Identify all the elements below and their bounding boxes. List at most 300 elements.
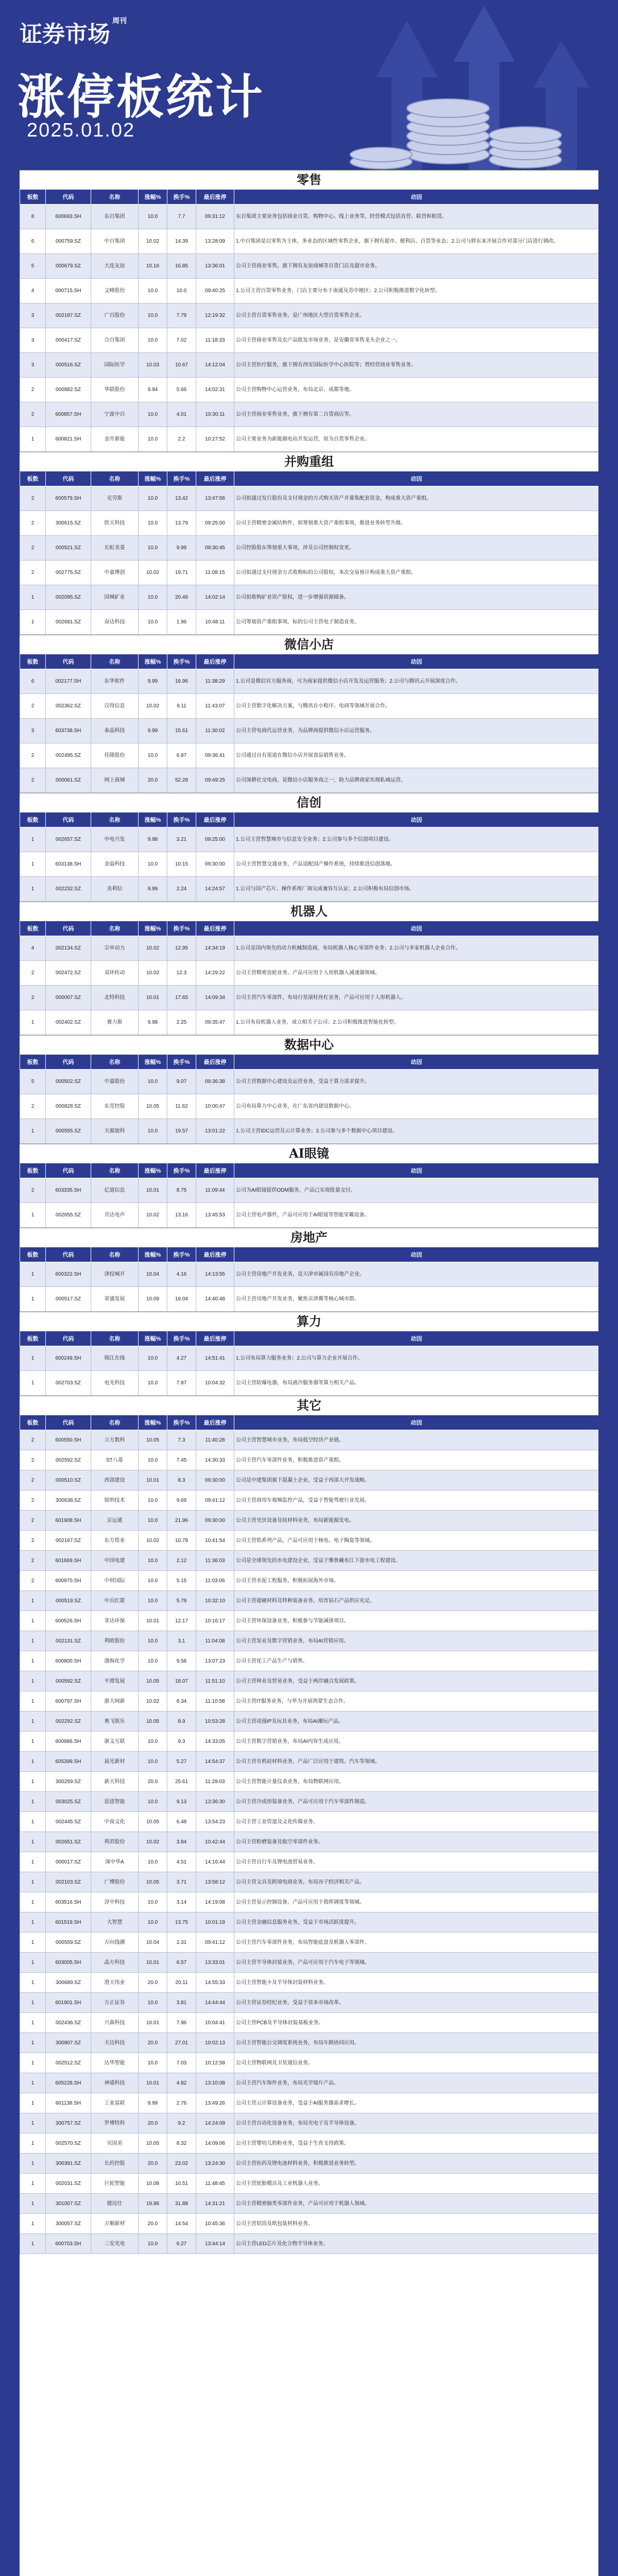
stock-name: 长药控股 [91,2154,139,2174]
stock-code: 002095.SZ [46,585,91,610]
reason-text: 公司主营锆系列产品，产品可应用于核电、电子陶瓷等领域。 [234,1531,599,1551]
column-header: 动因 [234,471,599,486]
stock-name: 网上商城 [91,768,139,793]
turnover-pct: 7.96 [167,2013,196,2033]
stock-name: 金溢科技 [91,852,139,877]
change-pct: 20.0 [139,2113,167,2133]
stock-code: 601519.SH [46,1912,91,1933]
reason-text: 公司主营商用车视频监控产品，受益于智能驾驶行业发展。 [234,1490,599,1511]
table-row [20,1732,599,1752]
change-pct: 10.02 [139,694,167,719]
stock-name: 双环传动 [91,961,139,986]
reason-text: 公司主营商业零售，旗下拥有友谊商城等百货门店及超市业务。 [234,254,599,279]
table-row [20,1752,599,1772]
column-header: 涨幅% [139,921,167,936]
change-pct: 20.0 [139,1772,167,1792]
table-row [20,1691,599,1711]
change-pct: 10.08 [139,2174,167,2194]
stock-code: 000555.SZ [46,1119,91,1144]
reason-text: 公司主营数字营销业务，布局AI内容生成应用。 [234,1732,599,1752]
reason-text: 公司主营粉磨装备及航空零部件业务。 [234,1832,599,1852]
column-header: 最后涨停 [196,1415,234,1430]
column-header: 代码 [46,190,91,205]
board-count: 2 [20,768,46,793]
stock-name: 东方锆业 [91,1531,139,1551]
stock-name: 锦江在线 [91,1346,139,1371]
table-row [20,986,599,1010]
stock-name: 北特科技 [91,986,139,1010]
board-count: 8 [20,205,46,229]
column-header: 板数 [20,1415,46,1430]
stock-name: 中嘉博创 [91,561,139,585]
change-pct: 19.96 [139,2194,167,2214]
change-pct: 10.0 [139,1732,167,1752]
board-count: 1 [20,1852,46,1872]
change-pct: 10.02 [139,936,167,961]
board-count: 4 [20,936,46,961]
turnover-pct: 5.66 [167,378,196,402]
stock-name: 罗博特科 [91,2113,139,2133]
stock-code: 000007.SZ [46,986,91,1010]
table-row [20,1531,599,1551]
last-limit-up-time: 09:36:41 [196,743,234,768]
turnover-pct: 6.48 [167,1812,196,1832]
column-header: 动因 [234,654,599,669]
table-row [20,1511,599,1531]
reason-text: 东百集团主要业务包括商业百货、购物中心、线上业务等，经营模式包括直营、联营和租赁。 [234,205,599,229]
column-header: 最后涨停 [196,1247,234,1262]
reason-text: 1.公司布局机器人业务，成立相关子公司；2.公司积极推进智能化转型。 [234,1010,599,1035]
table-row [20,1450,599,1470]
reason-text: 公司主营半导体封装业务，产品可应用于汽车电子等领域。 [234,1953,599,1973]
board-count: 3 [20,328,46,353]
last-limit-up-time: 09:30:00 [196,852,234,877]
last-limit-up-time: 11:10:58 [196,1691,234,1711]
column-header: 动因 [234,1247,599,1262]
stock-name: 利君股份 [91,1832,139,1852]
stock-name: 德迈仕 [91,2194,139,2214]
column-header: 代码 [46,921,91,936]
board-count: 2 [20,1430,46,1450]
page-title: 涨停板统计 [18,70,265,125]
column-header: 涨幅% [139,190,167,205]
stock-name: 国际医学 [91,353,139,378]
stock-code: 002472.SZ [46,961,91,986]
stock-code: 002131.SZ [46,1631,91,1651]
last-limit-up-time: 13:44:14 [196,2234,234,2254]
board-count: 2 [20,1470,46,1490]
change-pct: 20.0 [139,2214,167,2234]
change-pct: 10.02 [139,1691,167,1711]
reason-text: 公司拟收购矿业资产股权，进一步增强资源储备。 [234,585,599,610]
board-count: 1 [20,1611,46,1631]
table-row [20,229,599,254]
stock-name: 澄天伟业 [91,1973,139,1993]
stock-code: 300689.SZ [46,1973,91,1993]
stock-code: 300615.SZ [46,511,91,536]
column-header: 最后涨停 [196,1055,234,1070]
stock-code: 000679.SZ [46,254,91,279]
change-pct: 10.0 [139,205,167,229]
last-limit-up-time: 13:45:53 [196,1203,234,1228]
last-limit-up-time: 10:32:10 [196,1591,234,1611]
stock-code: 000882.SZ [46,378,91,402]
stock-name: 奋达科技 [91,610,139,635]
change-pct: 10.05 [139,1711,167,1732]
last-limit-up-time: 11:43:07 [196,694,234,719]
stock-name: ST八菱 [91,1450,139,1470]
stock-name: 大智慧 [91,1912,139,1933]
board-count: 1 [20,2033,46,2053]
stock-name: 荣盛发展 [91,1287,139,1312]
turnover-pct: 2.12 [167,1551,196,1571]
reason-text: 公司主营商业零售业务，旗下拥有第二百货商店等。 [234,402,599,427]
table-row [20,1571,599,1591]
stock-name: 晶方科技 [91,1953,139,1973]
reason-text: 公司主营超硬材料及特种装备业务，培育钻石产品供应充足。 [234,1591,599,1611]
stock-code: 000017.SZ [46,1852,91,1872]
stock-name: 广百股份 [91,303,139,328]
logo-text: 证券市场 [20,21,110,47]
reason-text: 公司主营汽车零部件，布局行星滚柱丝杠业务，产品可应用于人形机器人。 [234,986,599,1010]
change-pct: 10.0 [139,1551,167,1571]
turnover-pct: 13.75 [167,1912,196,1933]
last-limit-up-time: 13:36:01 [196,254,234,279]
reason-text: 公司主营电声器件，产品可应用于AI眼镜等智能穿戴设备。 [234,1203,599,1228]
last-limit-up-time: 13:10:08 [196,2073,234,2093]
turnover-pct: 7.03 [167,2053,196,2073]
reason-text: 公司筹划资产重组事项，标的公司主营电子制造业务。 [234,610,599,635]
board-count: 6 [20,669,46,694]
column-header: 最后涨停 [196,190,234,205]
stock-name: 宗申动力 [91,936,139,961]
reason-text: 公司主营精密轴类零部件业务，产品可应用于机器人领域。 [234,2194,599,2214]
section-title: 其它 [20,1396,598,1415]
last-limit-up-time: 11:03:06 [196,1571,234,1591]
reason-text: 公司主营自动化设备业务，布局光电子及半导体设备。 [234,2113,599,2133]
change-pct: 10.0 [139,1651,167,1671]
last-limit-up-time: 11:04:08 [196,1631,234,1651]
table-row [20,1178,599,1203]
column-header: 板数 [20,921,46,936]
turnover-pct: 23.02 [167,2154,196,2174]
turnover-pct: 3.21 [167,827,196,852]
turnover-pct: 8.3 [167,1470,196,1490]
reason-text: 1.公司布局算力服务业务；2.公司与算力企业开展合作。 [234,1346,599,1371]
change-pct: 10.05 [139,1094,167,1119]
change-pct: 10.0 [139,1892,167,1912]
change-pct: 9.99 [139,669,167,694]
change-pct: 10.0 [139,427,167,452]
stock-name: 深中华A [91,1852,139,1872]
board-count: 2 [20,402,46,427]
reason-text: 公司主营商业零售及农产品批发市场业务，是安徽省零售龙头企业之一。 [234,328,599,353]
reason-text: 公司主营工业管道及文化传媒业务。 [234,1812,599,1832]
change-pct: 10.0 [139,1591,167,1611]
table-row [20,1371,599,1396]
column-header: 代码 [46,1247,91,1262]
stock-name: 泰晶科技 [91,719,139,743]
last-limit-up-time: 11:38:29 [196,669,234,694]
board-count: 1 [20,1892,46,1912]
last-limit-up-time: 14:51:41 [196,1346,234,1371]
last-limit-up-time: 09:41:12 [196,1933,234,1953]
table-row [20,1119,599,1144]
stock-name: 中国电建 [91,1551,139,1571]
board-count: 2 [20,536,46,561]
table-row [20,743,599,768]
turnover-pct: 16.04 [167,1287,196,1312]
stock-code: 000828.SZ [46,1094,91,1119]
board-count: 1 [20,2234,46,2254]
column-header: 板数 [20,1055,46,1070]
stock-name: 亿道信息 [91,1178,139,1203]
last-limit-up-time: 14:13:55 [196,1262,234,1287]
last-limit-up-time: 11:36:03 [196,1551,234,1571]
turnover-pct: 2.24 [167,877,196,902]
table-row [20,511,599,536]
change-pct: 10.02 [139,1832,167,1852]
change-pct: 9.99 [139,719,167,743]
stock-name: 巨轮智能 [91,2174,139,2194]
board-count: 3 [20,353,46,378]
change-pct: 10.02 [139,229,167,254]
stock-code: 000521.SZ [46,536,91,561]
last-limit-up-time: 10:04:41 [196,2013,234,2033]
board-count: 1 [20,2174,46,2194]
logo-sub: 周刊 [112,17,127,25]
change-pct: 10.16 [139,254,167,279]
turnover-pct: 10.78 [167,1531,196,1551]
turnover-pct: 8.32 [167,2133,196,2154]
stock-name: 电光科技 [91,1371,139,1396]
column-header: 换手% [167,190,196,205]
turnover-pct: 9.3 [167,1732,196,1752]
stock-name: 中材国际 [91,1571,139,1591]
last-limit-up-time: 09:25:00 [196,511,234,536]
turnover-pct: 3.71 [167,1872,196,1892]
turnover-pct: 17.65 [167,986,196,1010]
table-row [20,402,599,427]
column-header: 板数 [20,471,46,486]
stock-table [20,1247,598,1312]
reason-text: 公司主营金融信息服务业务，受益于市场活跃度提升。 [234,1912,599,1933]
turnover-pct: 20.11 [167,1973,196,1993]
column-header: 板数 [20,654,46,669]
reason-text: 公司深耕社交电商，是微信小店服务商之一，助力品牌商家实现私域运营。 [234,768,599,793]
stock-name: 西部建设 [91,1470,139,1490]
board-count: 2 [20,961,46,986]
board-count: 1 [20,1973,46,1993]
stock-table [20,812,598,902]
change-pct: 10.01 [139,2073,167,2093]
turnover-pct: 2.2 [167,427,196,452]
stock-code: 600986.SH [46,1732,91,1752]
board-count: 2 [20,1178,46,1203]
reason-text: 公司主营文具及跨境电商业务，布局谷子经济相关产品。 [234,1872,599,1892]
board-count: 1 [20,1651,46,1671]
turnover-pct: 9.11 [167,694,196,719]
last-limit-up-time: 11:09:44 [196,1178,234,1203]
stock-code: 300259.SZ [46,1772,91,1792]
reason-text: 公司主营泵业及数字营销业务，布局AI营销应用。 [234,1631,599,1651]
stock-name: 三安光电 [91,2234,139,2254]
stock-name: 方正证券 [91,1993,139,2013]
stock-name: 立方数科 [91,1430,139,1450]
stock-code: 000592.SZ [46,1671,91,1691]
change-pct: 10.0 [139,1912,167,1933]
reason-text: 公司布局算力中心业务，在广东省内建设数据中心。 [234,1094,599,1119]
board-count: 1 [20,1010,46,1035]
stock-name: 思进智能 [91,1792,139,1812]
board-count: 1 [20,877,46,902]
reason-text: 公司主要业务为新能源电站开发运营，原为百货零售企业。 [234,427,599,452]
last-limit-up-time: 13:58:12 [196,1872,234,1892]
board-count: 1 [20,1691,46,1711]
last-limit-up-time: 09:25:00 [196,827,234,852]
stock-code: 300807.SZ [46,2033,91,2053]
stock-name: 东百集团 [91,205,139,229]
brand-logo [20,15,127,48]
reason-text: 公司拟通过发行股份及支付现金的方式购买资产并募集配套资金，构成重大资产重组。 [234,486,599,511]
turnover-pct: 15.61 [167,719,196,743]
reason-text: 公司主营林业及贸易业务，受益于两岸融合发展政策。 [234,1671,599,1691]
table-row [20,1671,599,1691]
column-header: 名称 [91,190,139,205]
board-count: 2 [20,986,46,1010]
last-limit-up-time: 11:18:33 [196,328,234,353]
last-limit-up-time: 11:29:03 [196,1772,234,1792]
table-row [20,486,599,511]
table-row [20,2113,599,2133]
reason-text: 1.公司是微信官方服务商，可为商家提供微信小店开发及运营服务；2.公司与腾讯云开展深度合作。 [234,669,599,694]
column-header: 代码 [46,1415,91,1430]
column-header: 换手% [167,1415,196,1430]
turnover-pct: 16.85 [167,254,196,279]
reason-text: 公司主营防爆电器，布局液冷服务器等算力相关产品。 [234,1371,599,1396]
turnover-pct: 7.7 [167,205,196,229]
table-row [20,1346,599,1371]
last-limit-up-time: 14:24:57 [196,877,234,902]
change-pct: 10.0 [139,852,167,877]
turnover-pct: 13.79 [167,511,196,536]
stock-code: 603738.SH [46,719,91,743]
change-pct: 10.0 [139,1450,167,1470]
stock-code: 605228.SH [46,2073,91,2093]
reason-text: 公司主营房地产开发业务，聚焦京津冀等核心城市群。 [234,1287,599,1312]
change-pct: 10.02 [139,1531,167,1551]
table-row [20,427,599,452]
board-count: 1 [20,1792,46,1812]
stock-code: 002103.SZ [46,1872,91,1892]
board-count: 1 [20,1912,46,1933]
stock-name: 浙大网新 [91,1691,139,1711]
table-row [20,1631,599,1651]
column-header: 涨幅% [139,812,167,827]
stock-code: 301007.SZ [46,2194,91,2214]
stock-code: 000715.SH [46,279,91,303]
table-row [20,1973,599,1993]
change-pct: 10.0 [139,743,167,768]
turnover-pct: 14.54 [167,2214,196,2234]
last-limit-up-time: 13:54:23 [196,1812,234,1832]
column-header: 代码 [46,1055,91,1070]
last-limit-up-time: 10:48:11 [196,610,234,635]
turnover-pct: 3.81 [167,1993,196,2013]
board-count: 2 [20,561,46,585]
column-header: 换手% [167,1331,196,1346]
change-pct: 10.0 [139,2234,167,2254]
table-row [20,852,599,877]
stock-code: 600857.SH [46,402,91,427]
stock-code: 300638.SZ [46,1490,91,1511]
change-pct: 10.0 [139,1631,167,1651]
reason-text: 公司主营智能卡及半导体封装材料业务。 [234,1973,599,1993]
table-row [20,2214,599,2234]
change-pct: 9.99 [139,877,167,902]
reason-text: 公司主营云计算设备业务，受益于AI服务器需求增长。 [234,2093,599,2113]
stock-name: 中电兴发 [91,827,139,852]
last-limit-up-time: 14:44:44 [196,1993,234,2013]
last-limit-up-time: 10:42:44 [196,1832,234,1852]
reason-text: 公司主营冷成形装备业务，产品可应用于汽车零部件制造。 [234,1792,599,1812]
stock-code: 002681.SZ [46,610,91,635]
table-row [20,719,599,743]
change-pct: 10.0 [139,303,167,328]
change-pct: 9.99 [139,2093,167,2113]
stock-code: 002436.SZ [46,2013,91,2033]
last-limit-up-time: 14:12:04 [196,353,234,378]
stock-name: 宁波中百 [91,402,139,427]
column-header: 动因 [234,812,599,827]
stock-name: 万向钱潮 [91,1933,139,1953]
column-header: 最后涨停 [196,471,234,486]
board-count: 5 [20,1070,46,1094]
reason-text: 公司主营轮胎模具及工业机器人业务。 [234,2174,599,2194]
column-header: 换手% [167,812,196,827]
change-pct: 10.0 [139,328,167,353]
column-header: 换手% [167,1247,196,1262]
turnover-pct: 4.27 [167,1346,196,1371]
board-count: 1 [20,2013,46,2033]
stock-name: 天迈科技 [91,2033,139,2053]
reason-text: 公司主营有机硅材料业务，产品广泛应用于建筑、汽车等领域。 [234,1752,599,1772]
change-pct: 10.01 [139,1953,167,1973]
reason-text: 公司主营自行车及锂电池贸易业务。 [234,1852,599,1872]
last-limit-up-time: 14:30:33 [196,1450,234,1470]
reason-text: 公司通过自有渠道在微信小店开展食品销售业务。 [234,743,599,768]
stock-table [20,654,598,793]
board-count: 1 [20,1812,46,1832]
stock-name: 天源迪科 [91,1119,139,1144]
board-count: 1 [20,1287,46,1312]
turnover-pct: 7.79 [167,303,196,328]
reason-text: 公司主营数据中心建设及运营业务，受益于算力需求提升。 [234,1070,599,1094]
board-count: 1 [20,585,46,610]
stock-code: 300057.SZ [46,2214,91,2234]
last-limit-up-time: 09:49:25 [196,768,234,793]
turnover-pct: 4.51 [167,1852,196,1872]
stock-code: 600821.SH [46,427,91,452]
table-row [20,1490,599,1511]
stock-name: 东华软件 [91,669,139,694]
stock-code: 000510.SZ [46,1470,91,1490]
table-row [20,1872,599,1892]
turnover-pct: 3.1 [167,1631,196,1651]
board-count: 2 [20,378,46,402]
reason-text: 公司主营电商代运营业务，为品牌商提供微信小店运营服务。 [234,719,599,743]
reason-text: 1.公司主营IDC运营及云计算业务；2.公司参与多个数据中心项目建设。 [234,1119,599,1144]
